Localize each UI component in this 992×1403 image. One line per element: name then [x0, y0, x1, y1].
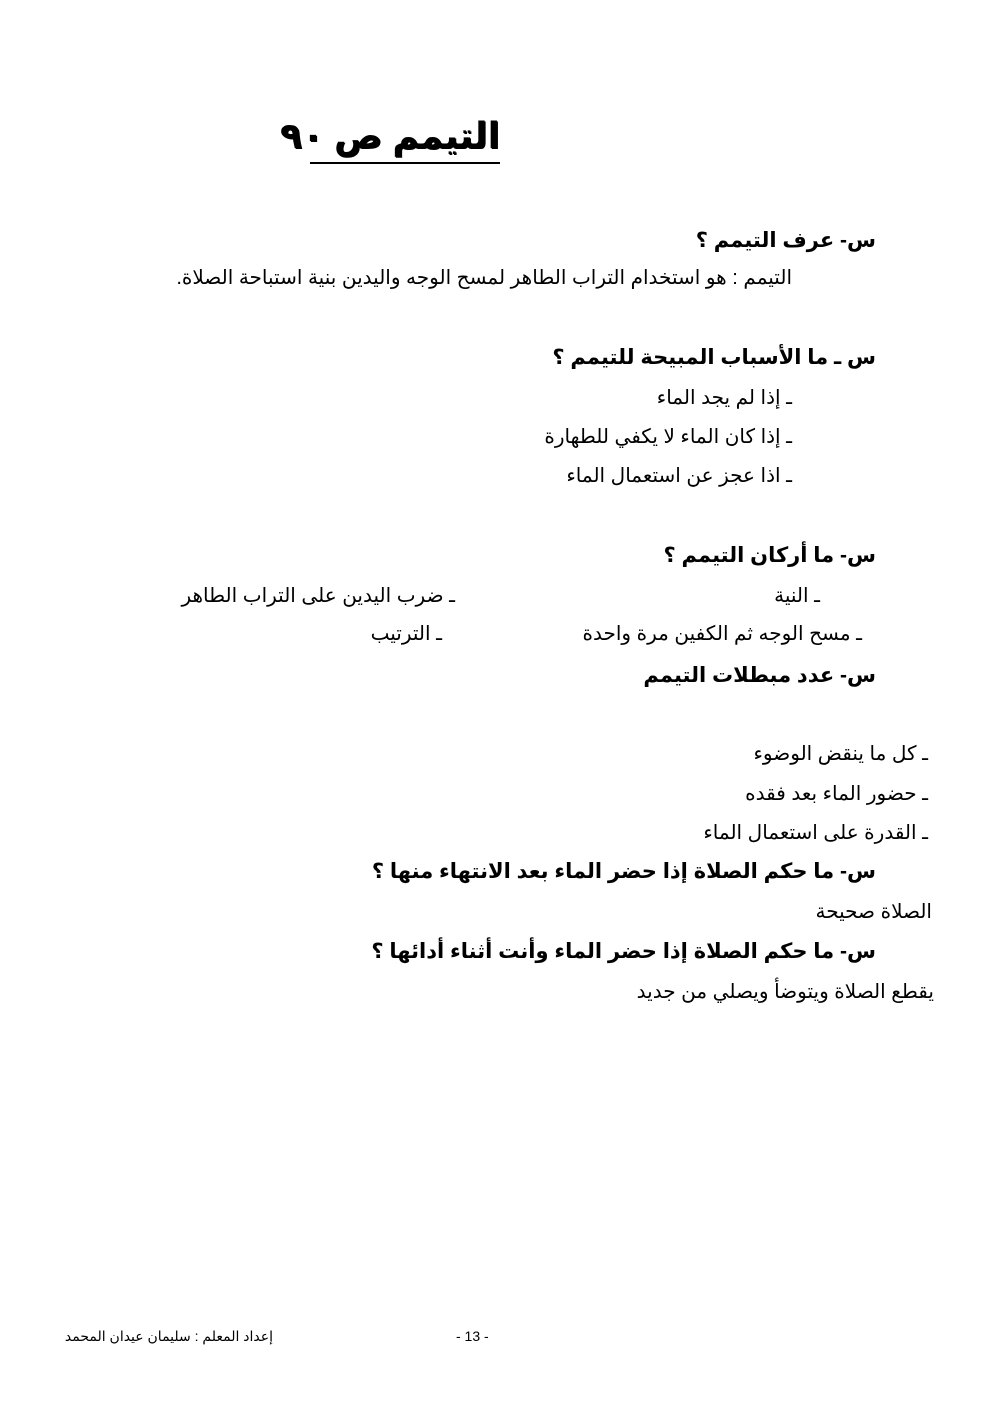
- page-title: التيمم ص ٩٠: [310, 112, 500, 164]
- list-item: ـ حضور الماء بعد فقده: [745, 783, 928, 805]
- footer-author: إعداد المعلم : سليمان عيدان المحمد: [64, 1328, 273, 1344]
- answer-define-tayammum: التيمم : هو استخدام التراب الطاهر لمسح الوجه واليدين بنية استباحة الصلاة.: [176, 267, 792, 289]
- list-item: ـ اذا عجز عن استعمال الماء: [566, 465, 792, 487]
- question-prayer-after: س- ما حكم الصلاة إذا حضر الماء بعد الانتهاء منها ؟: [371, 860, 876, 883]
- question-nullifiers: س- عدد مبطلات التيمم: [643, 664, 876, 687]
- list-item: ـ القدرة على استعمال الماء: [703, 822, 928, 844]
- answer-prayer-after: الصلاة صحيحة: [815, 901, 932, 923]
- list-item: ـ الترتيب: [370, 623, 442, 645]
- list-item: ـ مسح الوجه ثم الكفين مرة واحدة: [582, 623, 862, 645]
- answer-prayer-during: يقطع الصلاة ويتوضأ ويصلي من جديد: [636, 981, 934, 1003]
- page-number: - 13 -: [456, 1328, 489, 1344]
- list-item: ـ ضرب اليدين على التراب الطاهر: [181, 585, 455, 607]
- question-causes: س ـ ما الأسباب المبيحة للتيمم ؟: [552, 346, 876, 369]
- list-item: ـ كل ما ينقض الوضوء: [753, 743, 928, 765]
- question-prayer-during: س- ما حكم الصلاة إذا حضر الماء وأنت أثناء أدائها ؟: [371, 940, 876, 963]
- list-item: ـ إذا كان الماء لا يكفي للطهارة: [544, 426, 792, 448]
- question-define-tayammum: س- عرف التيمم ؟: [695, 229, 876, 252]
- list-item: ـ إذا لم يجد الماء: [656, 387, 792, 409]
- question-pillars: س- ما أركان التيمم ؟: [663, 544, 876, 567]
- list-item: ـ النية: [774, 585, 820, 607]
